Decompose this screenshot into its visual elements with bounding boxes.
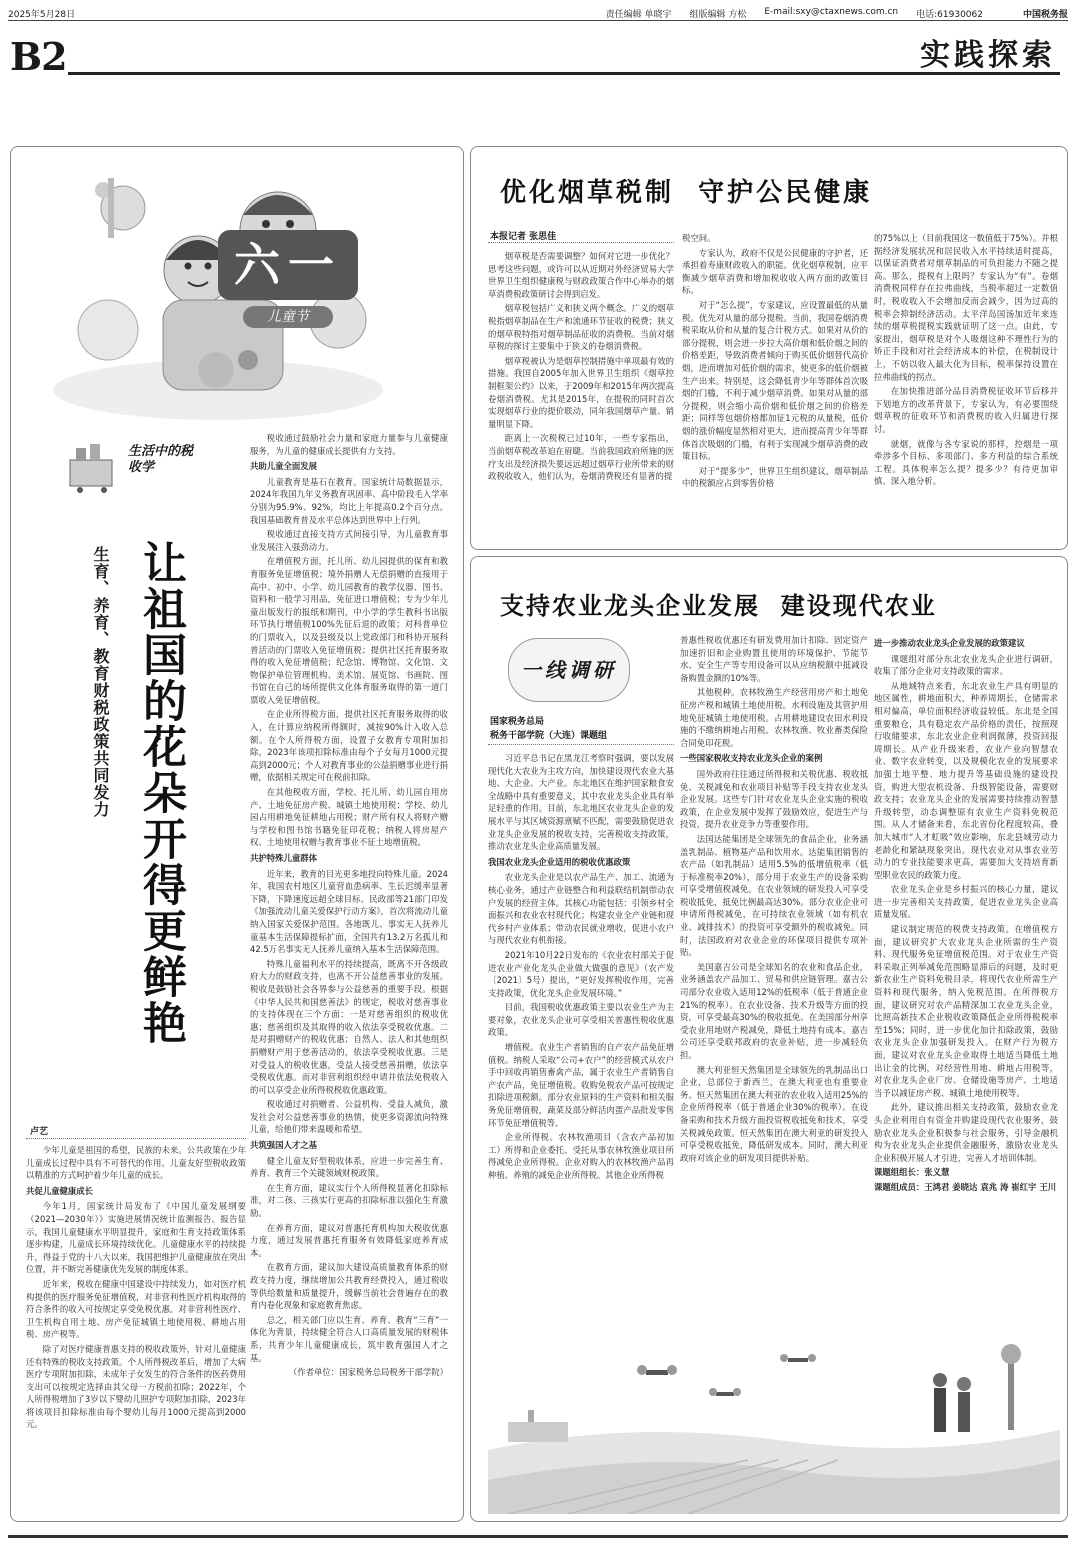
email-address: E-mail:sxy@ctaxnews.com.cn [764,6,899,17]
agri-col-1 [488,752,674,1300]
paragraph: 近年来，税收在健康中国建设中持续发力，如对医疗机构提供的医疗服务免征增值税，对非营利性医疗机构取得的符合条件的收入可按规定享受免税优惠。对非营利性医疗、卫生机构自用土地、房产免征城镇土地使用税、耕地占用税、房产税等。 [26,1278,246,1340]
tobacco-col-2 [682,232,868,542]
paragraph: 近年来，教育的目光更多地投向特殊儿童。2024年，我国农村地区儿童营血患病率、生长迟缓率显著下降，下降速度远超全球目标。民政部等21部门印发《加强流动儿童关爱保护行动方案》，首次将流动儿童纳入国家关爱保护范围。各地既儿、事实无人抚养儿童基本生活保障提标扩面，全国共有13.2万名孤儿和42.5万名事实无人抚养儿童纳入基本生活保障范围。 [250,868,448,955]
paragraph: 烟草税是否需要调整？如何对它进一步优化？思考这些问题，或许可以从近期对外经济贸易大学世界卫生组织健康税与财政政策合作中心举办的烟草消费税政策研讨会得到启发。 [488,251,674,299]
paragraph: 农业龙头企业是以农产品生产、加工、流通为核心业务，通过产业链整合和利益联结机制带动农户发展的经营主体。其核心功能包括：引领乡村全面振兴和农业农村现代化；构建农业全产业链和现代乡村产业体系；带动农民就业增收，促进小农户与现代农业有机衔接。 [488,872,674,946]
paragraph: 在其他税收方面，学校、托儿所、幼儿园自用房产、土地免征房产税、城镇土地使用税；学校、幼儿园占用耕地免征耕地占用税；财产所有权人将财产赠与学校和图书馆书籍免征印花税；纳税人将房屋产权、土地使用权赠与教育事业不征土地增值税。 [250,787,448,848]
footer-rule [8,1535,1068,1538]
paragraph: 美国嘉吉公司是全球知名的农业和食品企业，业务涵盖农产品加工、贸易和供应链管理。嘉吉公司部分农业收入适用12%的低税率（低于普通企业21%的税率）。在农业设备、技术升级等方面的投资，可享受最高30%的税收抵免。在美国部分州享受农业用地财产税减免，降低土地持有成本。嘉吉公司还享受联邦政府的农业补贴，进一步减轻负担。 [680,961,868,1060]
left-headline: 让祖国的花朵开得更鲜艳 [135,540,186,1046]
paragraph: 总之，相关部门应以生育、养育、教育“三育”一体化为背景，持续健全符合人口高质量发展的财税体系，共育少年儿童健康成长，筑牢教育强国人才之基。 [250,1314,448,1363]
paragraph: 的75%以上（目前我国这一数值低于75%）。并根据经济发展状况和居民收入水平持续适时提高，以保证消费者对烟草制品的可负担能力不随之提高。那么，提税有上限吗？专家认为“有”。卷烟消费税同样存在拉弗曲线，当税率超过一定数值时，税收收入不会增加反而会减少，因为过高的税率会抑制经济活动。太平洋岛国汤加近年来连续的烟草税提税实践就证明了这一点。由此，专家提出，烟草税是对个人吸烟这种不理性行为的矫正手段和对社会经济成本的补偿，在税制设计上，不妨以收入最大化为目标，税率保持设置在拉弗曲线的拐点。 [874,233,1058,382]
agri-col-3 [874,634,1058,1322]
header-credits [188,7,1023,20]
paragraph: 专家认为，政府不仅是公民健康的守护者，还承担着寿康财政收入的职能。优化烟草税制，应平衡减少烟草消费和增加税收收入两方面的政策目标。 [682,247,868,296]
paragraph: 在增值税方面，托儿所、幼儿园提供的保育和教育服务免征增值税；境外捐赠人无偿捐赠的直接用于高中、初中、小学、幼儿园教育的教学仪器、图书、资料和一般学习用品，免征进口增值税；专为少年儿童出版发行的报纸和期刊，中小学的学生教科书出版环节执行增值税100%先征后退的政策；对科普单位的门票收入，以及县级及以上党政部门和科协开展科普活动的门票收入免征增值税；提供社区托育服务取得的收入免征增值税；纪念馆、博物馆、文化馆、文物保护单位管理机构、美术馆、展览馆、书画院、图书馆在自己的场所提供文化体育服务取得的第一道门票收入免征增值税。 [250,556,448,705]
paragraph: 在生育方面，建议实行个人所得税显著化扣除标准，对二孩、三孩实行更高的扣除标准以强化生育激励。 [250,1182,448,1219]
paragraph: 今年1月，国家统计局发布了《中国儿童发展纲要（2021—2030年）》实施进展情况统计监测报告。报告显示，我国儿童健康水平明显提升，家庭和生育支持政策体系逐步构建，儿童成长环境持续优化。儿童健康水平的持续提升，得益于党的十八大以来，我国把维护儿童健康放在突出位置，并不断完善健康优先发展的制度体系。 [26,1201,246,1275]
paragraph: 国外政府往往通过所得税和关税优惠、税收抵免、关税减免和农业项目补贴等手段支持农业龙头企业发展。这些专门针对农业龙头企业实施的税收政策，在企业发展中发挥了鼓励效应，促进生产与投资，提升农业竞争力等重要作用。 [680,768,868,830]
column-tag [66,440,226,496]
paragraph: 此外，建议推出相关支持政策，鼓励农业龙头企业利用自有资金并购建设现代农业服务，鼓励农业龙头企业积极参与社会服务，引导金融机构为农业龙头企业提供金融服务，激励农业龙头企业积极开展人才引进，完善人才培训体制。 [874,1102,1058,1163]
childrens-day-banner-sub: 儿童节 [243,306,333,328]
left-col-1 [26,1144,246,1510]
agri-col-2 [680,634,868,1300]
farm-drone-illustration [488,1330,1060,1514]
paragraph: 税收通过对捐赠者、公益机构、受益人减负，激发社会对公益慈善事业的热情，使更多资源流向特殊儿童，给他们带来温暖和希望。 [250,1099,448,1135]
section-heading: 共助儿童全面发展 [250,461,317,472]
paragraph: 目前，我国税收优惠政策主要以农业生产为主要对象，农业龙头企业可享受相关普惠性税收优惠政策。 [488,1002,674,1038]
footnote: （作者单位：国家税务总局税务干部学院） [288,1367,448,1378]
paragraph: 澳大利亚恒天然集团是全球领先的乳制品出口企业，总部位于新西兰，在澳大利亚也有重要业务。恒天然集团在澳大利亚的农业收入适用25%的企业所得税率（低于普通企业30%的税率）。在设备采购和技术升级方面投资税收抵免和技术，享受关税减免政策。恒天然集团在澳大利亚的研发投入可享受税收抵免，降低研发成本。同时，澳大利亚政府对该企业的研发项目提供补贴。 [680,1064,868,1163]
childrens-day-banner: 六一 [218,230,358,300]
paragraph: 少年儿童是祖国的希望，民族的未来。公共政策在少年儿童成长过程中具有不可替代的作用。儿童友好型税收政策以精准的方式呵护着少年儿童的成长。 [26,1145,246,1181]
section-heading: 共护特殊儿童群体 [250,853,317,863]
phone-number: 电话:61930062 [916,9,983,20]
paper-name: 中国税务报 [1022,9,1068,20]
left-col-2 [250,432,448,1510]
paragraph: 税收通过直接支持方式间接引导，为儿童教育事业发展注入强劲动力。 [250,529,448,552]
page-code: B2 [10,34,67,79]
section-heading: 一些国家税收支持农业龙头企业的案例 [680,753,823,764]
tobacco-headline: 优化烟草税制 守护公民健康 [500,178,873,208]
credit-line: 课题组组长：张义慧 [874,1167,950,1178]
paragraph: 增值税。农业生产者销售的自产农产品免征增值税。纳税人采取“公司+农户”的经营模式从农户手中回收再销售畜禽产品，属于农业生产者销售自产农产品，免征增值税。收购免税农产品可按规定扣除进项税额。部分农业原料的生产资料和相关服务免征增值税，蔬菜及部分鲜活肉蛋产品批发零售环节免征增值税等。 [488,1042,674,1128]
paragraph: 其他税种。农林牧渔生产经营用房产和土地免征房产税和城镇土地使用税。水利设施及其管护用地免征城镇土地使用税。占用耕地建设农田水利设施的不缴纳耕地占用税。农林牧渔、牧业畜类保险合同免印花税。 [680,687,868,748]
paragraph: 在养育方面，建议对普惠托育机构加大税收优惠力度，通过发展普惠托育服务有效降低家庭养育成本。 [250,1222,448,1258]
agri-byline-org: 国家税务总局 [490,717,545,727]
paragraph: 儿童教育是基石在教育。国家统计局数据显示，2024年我国九年义务教育巩固率、高中阶段毛入学率分别为95.9%、92%，均比上年提高0.2个百分点。我国基础教育普及水平总体达到世界中上行列。 [250,476,448,525]
paragraph: 除了对医疗健康普惠支持的税收政策外，针对儿童健康还有特殊的税收支持政策。个人所得税改革后，增加了大病医疗专项附加扣除，未成年子女发生的符合条件的医药费用支出可以按规定选择由其父母一方税前扣除；2022年，个人所得税增加了3岁以下婴幼儿照护专项附加扣除，2023年将该项目扣除标准由每个婴幼儿每月1000元提高到2000元。 [26,1343,246,1430]
paragraph: 税收通过鼓励社会力量和家庭力量参与儿童健康服务，为儿童的健康成长提供有力支持。 [250,433,448,456]
agri-byline-dept: 税务干部学院（大连）课题组 [490,731,608,741]
paragraph: 农业龙头企业是乡村振兴的核心力量，建议进一步完善相关支持政策，促进农业龙头企业高质量发展。 [874,884,1058,920]
paragraph: 在教育方面，建议加大建设高质量教育体系的财政支持力度，继续增加公共教育经费投入，通过税收等供给数量和质量提升，缓解当前社会普遍存在的教育内卷化现象和家庭教育焦虑。 [250,1262,448,1311]
paragraph: 企业所得税。农林牧渔项目（含农产品初加工）所得和企业委托、受托从事农林牧渔业项目所得减免企业所得税。企业对购入的农林牧渔产品再种植、养殖的减免企业所得税。其他企业所得税 [488,1132,674,1180]
section-heading: 我国农业龙头企业适用的税收优惠政策 [488,856,631,867]
paragraph: 烟草税被认为是烟草控制措施中单项最有效的措施。我国自2005年加入世界卫生组织《烟草控制框架公约》以来，于2009年和2015年两次提高卷烟消费税。尤其是2015年，在提税的同时首次实现烟草行业的提价联动，同年我国烟草产量、销量明显下降。 [488,355,674,429]
section-heading: 进一步推动农业龙头企业发展的政策建议 [874,638,1025,648]
paragraph: 法国达能集团是全球领先的食品企业，业务涵盖乳制品、植物基产品和饮用水。达能集团销售的农产品（如乳制品）适用5.5%的低增值税率（低于标准税率20%），部分用于农业生产的设备采购可享受增值税减免。在农业领域的研发投入可享受税收抵免，抵免比例最高达30%。部分农业企业可申请所得税减免，在可持续农业领域（如有机农业、减排技术）的投资可享受额外的税收减免。同时，法国政府对农业企业的环保项目提供专项补贴。 [680,833,868,958]
section-heading: 共筑强国人才之基 [250,1140,317,1151]
running-header [8,6,1068,21]
paragraph: 课题组对部分东北农业龙头企业进行调研，收集了部分企业对支持政策的需求。 [874,653,1058,677]
paragraph: 从地域特点来看，东北农业生产具有明显的地区属性，耕地面积大，种养周期长，仓储需求相对偏高，单位面积经济收益较低。东北是全国重要粮仓，具有稳定农产品价格的责任，按照现行收储要求，东北农业企业利润微薄，投资回报周期长。从产业升级来看，农业产业向智慧农业、数字农业转变，以及规模化农业的发展要求加强土地平整、地力提升等基础设施的建设投资，购进大型农机设备、升级智能设备，需要财政支持；农业龙头企业的发展需要持续推动智慧升级转型，动态调整原有农业生产资料免税范围。从人才储备来看，东北省份化程度较高，叠加大城市“人才虹吸”效应影响，东北县域劳动力老龄化和紧缺现象突出。现代农业对从事农业劳动力的专业技能要求更高，需要加大支持培育新型职业农民的政策力度。 [874,680,1058,880]
author-divider [26,1138,246,1139]
editor-credit: 责任编辑 单晓宇 [605,9,672,20]
paragraph: 税空间。 [682,233,716,243]
investigation-logo [508,638,630,702]
paragraph: 对于“怎么提”，专家建议，应设置最低的从量税。优先对从量的部分提税。当前，我国卷烟消费税采取从价和从量的复合计税方式。如果对从价的部分提税，则会进一步拉大高价烟和低价烟之间的价格差距，导致消费者倾向于购买低价烟替代高价烟，进而增加对低价烟的需求，使更多的低价烟被生产出来。特别是，这会降低青少年等群体首次吸烟的门槛，不利于减少烟草消费。如果对从量的部分提税，则会缩小高价烟和低价烟之间的价格差距；同样等包烟价格都加征1元税的从量税，低价烟的涨价幅度显然相对更大，进而提高青少年等群体首次吸烟的门槛，有利于实现减少烟草消费的政策目标。 [682,299,868,462]
paragraph: 特殊儿童福利水平的持续提高，既离不开各级政府大力的财政支持，也离不开公益慈善事业的发展。税收是鼓励社会各界参与公益慈善的重要手段。根据《中华人民共和国慈善法》的规定，税收对慈善事业的支持体现在三个方面：一是对慈善组织的税收优惠；慈善组织及其取得的收入依法享受税收优惠。二是对捐赠财产的税收优惠；自然人、法人和其他组织捐赠财产用于慈善活动的，依法享受税收优惠。三是对受益人的税收优惠，受益人接受慈善捐赠，依法享受税收优惠。而对非营利组织经申请并依法免税收入的可以享受企业所得税税收优惠政策。 [250,958,448,1095]
paragraph: 距离上一次税税已过10年，一些专家指出，当前烟草税改革迫在眉睫。当前我国政府所施的医疗支出及经济损失要远远超过烟草行业所带来的财政税收收入，他们认为，卷烟消费税还有显著的提 [488,433,674,482]
section-title: 实践探索 [920,38,1056,73]
paragraph: 在企业所得税方面，提供社区托育服务取得的收入，在计算应纳税所得额时，减按90%计入收入总额。在个人所得税方面，设置子女教育专项附加扣除，2023年该项扣除标准由每个子女每月1000元提高到2000元；个人对教育事业的公益捐赠事业进行捐赠，依据相关规定可在税前扣除。 [250,709,448,783]
tobacco-col-1 [488,250,674,542]
header-rule [68,72,1060,75]
paragraph: 烟草税包括广义和狭义两个概念。广义的烟草税指烟草制品在生产和流通环节征收的税费；狭义的烟草税特指对烟草制品征收的消费税。当前对烟草税的探讨主要集中于狭义的卷烟消费税。 [488,303,674,352]
paragraph: 对于“提多少”，世界卫生组织建议，烟草制品中的税额应占到零售价格 [682,465,868,489]
paragraph: 就烟，就像与各专家说的那样，控烟是一项牵涉多个目标、多项部门、多方利益的综合系统工程。具体税率怎么提？提多少？有待更加审慎、深入地分析。 [874,438,1058,487]
tobacco-divider [488,242,674,243]
agri-divider [488,744,674,745]
agri-headline: 支持农业龙头企业发展 建设现代农业 [500,591,937,620]
layout-editor-credit: 组版编辑 方松 [689,9,747,20]
shopping-cart-icon [66,440,126,494]
left-subhead: 生育、养育、教育财税政策共同发力 [91,546,110,818]
issue-date: 2025年5月28日 [8,9,76,20]
paragraph: 健全儿童友好型税收体系，应进一步完善生育、养育、教育三个关键领域财税政策。 [250,1155,448,1179]
left-author: 卢艺 [30,1127,49,1137]
column-tag-label: 生活中的税收学 [128,444,194,475]
paragraph: 2021年10月22日发布的《农业农村部关于促进农业产业化龙头企业做大做强的意见》（农产发〔2021〕5号）提出，“更好发挥税收作用，完善支持政策，优化龙头企业发展环境。” [488,949,674,998]
tobacco-byline: 本报记者 张思佳 [490,232,557,242]
credit-line: 课题组成员：王鸿君 姜晓达 袁兆 涛 崔红宇 王川 [874,1181,1057,1192]
investigation-logo-text: 一线调研 [521,658,617,682]
paragraph: 建议制定规范的税费支持政策。在增值税方面，建议研究扩大农业龙头企业所需的生产资料、现代服务免征增值税范围。对于农业生产资料采取正列举减免范围略显滞后的问题，及时更新农业生产资料免税目录，将现代农业所需生产资料和现代服务，纳入免税范围。在所得税方面，建议研究对农产品精深加工农业龙头企业，比照高新技术企业税收政策降低企业所得税税率至15%；同时，进一步优化加计扣除政策，鼓励农业龙头企业加强研发投入。在财产行为税方面，建议对农业龙头企业取得土地适当降低土地出让金的比例，对经营性用地、耕地占用税等，对农业龙头企业厂房、仓储设施等房产、土地适当予以减征房产税、城镇土地使用税等。 [874,924,1058,1098]
paragraph: 在加快推进部分品目消费税征收环节后移并下划地方的改革背景下，专家认为，有必要围绕烟草税的征收环节和消费税的收入归属进行探讨。 [874,386,1058,434]
section-heading: 共促儿童健康成长 [26,1185,93,1196]
tobacco-col-3 [874,232,1058,542]
paragraph: 普惠性税收优惠还有研发费用加计扣除、固定资产加速折旧和企业购置且使用的环境保护、节能节水、安全生产等专用设备可以从应纳税额中抵减设备购置金额的10%等。 [680,635,868,683]
paragraph: 习近平总书记在黑龙江考察时强调，要以发展现代化大农业为主攻方向，加快建设现代农业大基地、大企业、大产业。东北地区在维护国家粮食安全战略中具有重要意义，其中农业龙头企业具有举足轻重的作用。目前，东北地区农业龙头企业的发展水平与其区域资源禀赋不匹配，需要鼓励促进农业龙头企业发展的税收支持，完善税收支持政策，推动农业龙头企业高质量发展。 [488,753,674,852]
childrens-day-illustration [48,160,388,428]
